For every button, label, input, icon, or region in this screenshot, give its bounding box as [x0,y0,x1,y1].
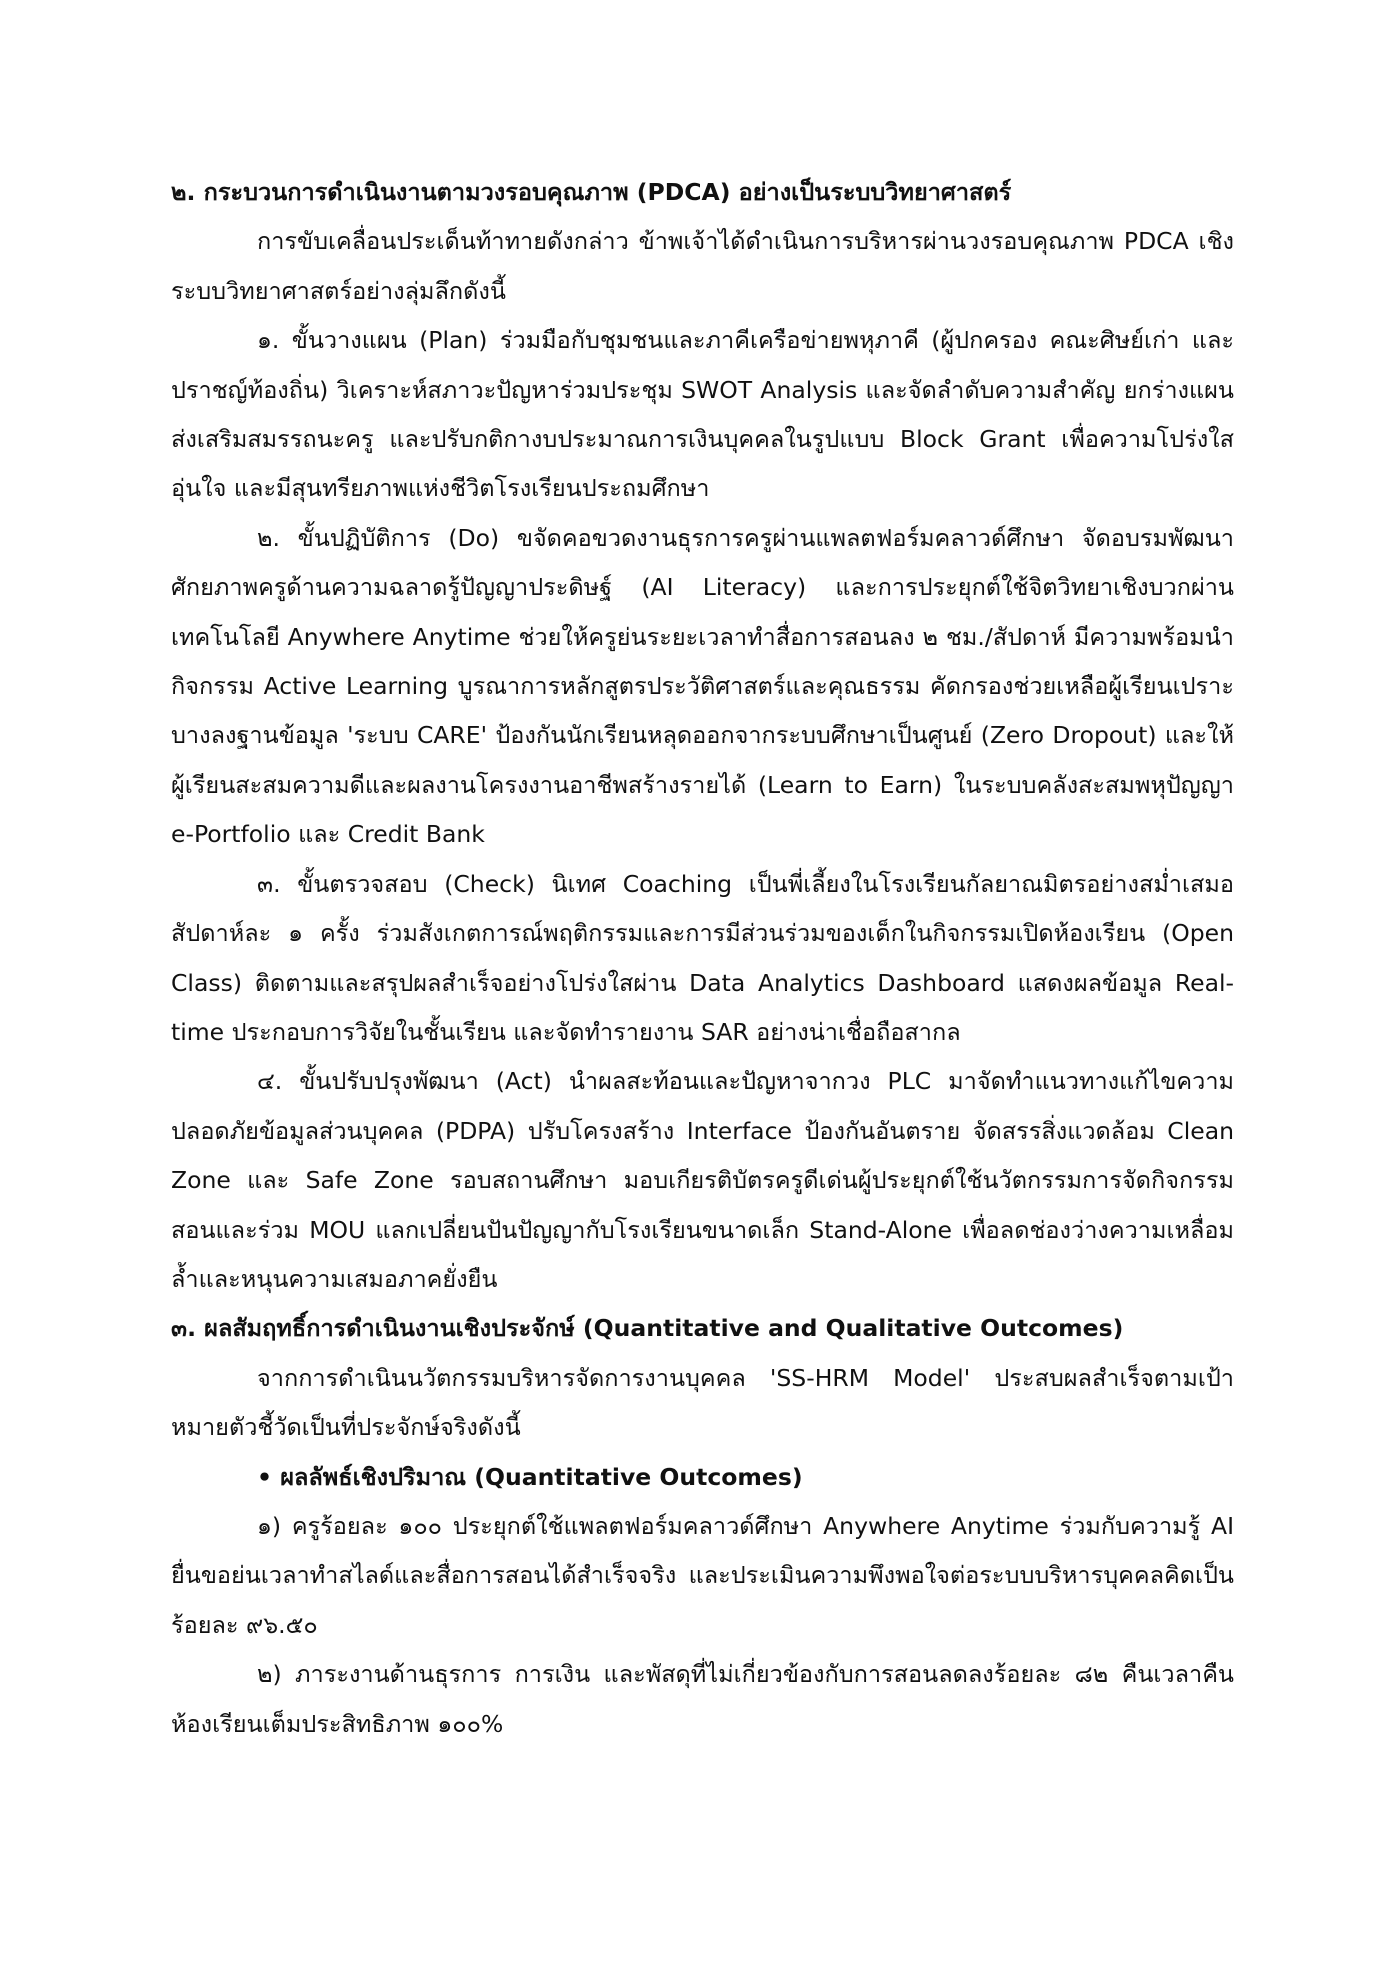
pdca-step-check: ๓. ขั้นตรวจสอบ (Check) นิเทศ Coaching เป็นพี่เลี้ยงในโรงเรียนกัลยาณมิตรอย่างสม่ำเสมอสัปดาห์ละ ๑ ครั้ง ร่วมสังเกตการณ์พฤติกรรมและการมีส่วนร่วมของเด็กในกิจกรรมเปิดห้องเรียน (Open Class) ติดตามและสรุปผลสำเร็จอย่างโปร่งใสผ่าน Data Analytics Dashboard แสดงผลข้อมูล Real-time ประกอบการวิจัยในชั้นเรียน และจัดทำรายงาน SAR อย่างน่าเชื่อถือสากล [171,869,1234,1046]
document-body [171,168,1234,1749]
section-2-heading: ๒. กระบวนการดำเนินงานตามวงรอบคุณภาพ (PDCA) อย่างเป็นระบบวิทยาศาสตร์ [171,178,1012,206]
pdca-step-do: ๒. ขั้นปฏิบัติการ (Do) ขจัดคอขวดงานธุรการครูผ่านแพลตฟอร์มคลาวด์ศึกษา จัดอบรมพัฒนาศักยภาพครูด้านความฉลาดรู้ปัญญาประดิษฐ์ (AI Literacy) และการประยุกต์ใช้จิตวิทยาเชิงบวกผ่านเทคโนโลยี Anywhere Anytime ช่วยให้ครูย่นระยะเวลาทำสื่อการสอนลง ๒ ชม./สัปดาห์ มีความพร้อมนำกิจกรรม Active Learning บูรณาการหลักสูตรประวัติศาสตร์และคุณธรรม คัดกรองช่วยเหลือผู้เรียนเปราะบางลงฐานข้อมูล 'ระบบ CARE' ป้องกันนักเรียนหลุดออกจากระบบศึกษาเป็นศูนย์ (Zero Dropout) และให้ผู้เรียนสะสมความดีและผลงานโครงงานอาชีพสร้างรายได้ (Learn to Earn) ในระบบคลังสะสมพหุปัญญา e-Portfolio และ Credit Bank [171,523,1234,849]
outcome-item-1: ๑) ครูร้อยละ ๑๐๐ ประยุกต์ใช้แพลตฟอร์มคลาวด์ศึกษา Anywhere Anytime ร่วมกับความรู้ AI ยื่นขอย่นเวลาทำสไลด์และสื่อการสอนได้สำเร็จจริง และประเมินความพึงพอใจต่อระบบบริหารบุคคลคิดเป็นร้อยละ ๙๖.๕๐ [171,1511,1234,1639]
pdca-step-act: ๔. ขั้นปรับปรุงพัฒนา (Act) นำผลสะท้อนและปัญหาจากวง PLC มาจัดทำแนวทางแก้ไขความปลอดภัยข้อมูลส่วนบุคคล (PDPA) ปรับโครงสร้าง Interface ป้องกันอันตราย จัดสรรสิ่งแวดล้อม Clean Zone และ Safe Zone รอบสถานศึกษา มอบเกียรติบัตรครูดีเด่นผู้ประยุกต์ใช้นวัตกรรมการจัดกิจกรรมสอนและร่วม MOU แลกเปลี่ยนปันปัญญากับโรงเรียนขนาดเล็ก Stand-Alone เพื่อลดช่องว่างความเหลื่อมล้ำและหนุนความเสมอภาคยั่งยืน [171,1067,1234,1293]
section-3-intro: จากการดำเนินนวัตกรรมบริหารจัดการงานบุคคล 'SS-HRM Model' ประสบผลสำเร็จตามเป้าหมายตัวชี้วัดเป็นที่ประจักษ์จริงดังนี้ [171,1363,1234,1442]
outcome-item-2: ๒) ภาระงานด้านธุรการ การเงิน และพัสดุที่ไม่เกี่ยวข้องกับการสอนลดลงร้อยละ ๘๒ คืนเวลาคืนห้องเรียนเต็มประสิทธิภาพ ๑๐๐% [171,1660,1234,1738]
section-3-heading: ๓. ผลสัมฤทธิ์การดำเนินงานเชิงประจักษ์ (Quantitative and Qualitative Outcomes) [171,1314,1124,1343]
quantitative-outcomes-heading: • ผลลัพธ์เชิงปริมาณ (Quantitative Outcomes) [257,1462,803,1491]
pdca-step-plan: ๑. ขั้นวางแผน (Plan) ร่วมมือกับชุมชนและภาคีเครือข่ายพหุภาคี (ผู้ปกครอง คณะศิษย์เก่า และปราชญ์ท้องถิ่น) วิเคราะห์สภาวะปัญหาร่วมประชุม SWOT Analysis และจัดลำดับความสำคัญ ยกร่างแผนส่งเสริมสมรรถนะครู และปรับกติกางบประมาณการเงินบุคคลในรูปแบบ Block Grant เพื่อความโปร่งใส อุ่นใจ และมีสุนทรียภาพแห่งชีวิตโรงเรียนประถมศึกษา [171,326,1234,503]
section-2-intro: การขับเคลื่อนประเด็นท้าทายดังกล่าว ข้าพเจ้าได้ดำเนินการบริหารผ่านวงรอบคุณภาพ PDCA เชิงระบบวิทยาศาสตร์อย่างลุ่มลึกดังนี้ [171,227,1234,305]
